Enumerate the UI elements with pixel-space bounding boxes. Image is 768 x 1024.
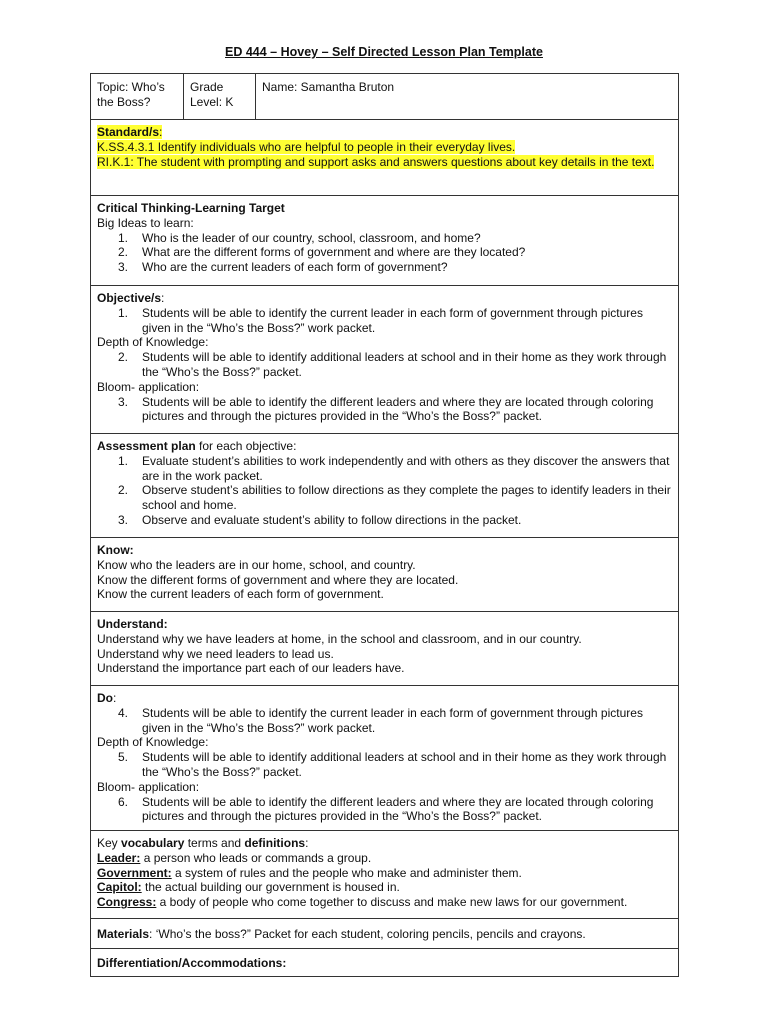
big-idea-item: 1. Who is the leader of our country, school, classroom, and home? (118, 230, 481, 245)
depth-of-knowledge-label: Depth of Knowledge: (97, 735, 209, 750)
vocab-definition: a body of people who come together to discuss and make new laws for our government. (156, 895, 628, 910)
standards-heading (97, 125, 672, 140)
assessment-section (91, 433, 678, 537)
know-line: Know the current leaders of each form of government. (97, 587, 384, 602)
vocab-term: Leader: (97, 850, 141, 865)
name-cell: Name: Samantha Bruton (262, 80, 395, 94)
depth-of-knowledge-label: Depth of Knowledge: (97, 335, 209, 350)
vocab-term: Congress: (97, 895, 157, 910)
vocab-term: Government: (97, 865, 172, 880)
understand-line: Understand why we need leaders to lead us. (97, 646, 334, 661)
materials-heading: Materials (97, 927, 150, 941)
do-item: 5. Students will be able to identify additional leaders at school and in their home as they work through the “Who’s the Boss?” packet. (118, 750, 667, 779)
critical-thinking-section (91, 195, 678, 285)
assessment-item: 3. Observe and evaluate student’s ability to follow directions in the packet. (118, 512, 522, 527)
topic-cell: Topic: Who’s the Boss? (91, 74, 184, 119)
vocab-definition: a system of rules and the people who make and administer them. (171, 865, 522, 880)
differentiation-section (91, 948, 678, 976)
know-line: Know who the leaders are in our home, school, and country. (97, 557, 416, 572)
know-section (91, 537, 678, 611)
do-item: 6. Students will be able to identify the different leaders and where they are located through coloring pictures and through the pictures provided in the “Who’s the Boss?” packet. (118, 794, 654, 824)
big-ideas-intro: Big Ideas to learn: (97, 215, 194, 230)
grade-cell: Grade Level: K (184, 74, 256, 119)
standards-section (91, 119, 678, 195)
do-item: 4. Students will be able to identify the current leader in each form of government through pictures given in the “Who’s the Boss?” work packet. (118, 705, 643, 735)
objective-item: 2. Students will be able to identify additional leaders at school and in their home as they work through the “Who’s the Boss?” packet. (118, 350, 667, 379)
do-section (91, 685, 678, 830)
understand-section (91, 611, 678, 685)
header-row (91, 74, 678, 119)
vocab-term-row (97, 895, 672, 910)
materials-section (91, 918, 678, 948)
vocab-term-row (97, 880, 672, 895)
vocab-term-row (97, 851, 672, 866)
do-heading: Do: (97, 691, 117, 705)
critical-thinking-heading: Critical Thinking-Learning Target (97, 201, 285, 215)
bloom-label: Bloom- application: (97, 779, 200, 794)
bloom-label: Bloom- application: (97, 379, 200, 394)
objectives-section (91, 285, 678, 433)
know-line: Know the different forms of government and where they are located. (97, 572, 459, 587)
lesson-plan-table (90, 73, 679, 977)
understand-line: Understand why we have leaders at home, in the school and classroom, and in our country. (97, 631, 582, 646)
understand-line: Understand the importance part each of our leaders have. (97, 661, 405, 676)
big-idea-item: 3. Who are the current leaders of each form of government? (118, 260, 448, 275)
standards-title: Standard/s (97, 125, 160, 139)
understand-heading: Understand: (97, 617, 168, 631)
assessment-item: 2. Observe student’s abilities to follow directions as they complete the pages to identify leaders in their school and home. (118, 483, 671, 513)
materials-text: : ‘Who’s the boss?” Packet for each student, coloring pencils, pencils and crayons. (149, 927, 586, 941)
vocab-term-row (97, 866, 672, 881)
objectives-heading: Objective/s: (97, 291, 165, 305)
assessment-item: 1. Evaluate student’s abilities to work independently and with others as they discover the answers that are in the work packet. (118, 453, 670, 483)
vocabulary-section (91, 830, 678, 918)
objective-item: 3. Students will be able to identify the different leaders and where they are located through coloring pictures and through the pictures provided in the “Who’s the Boss?” packet. (118, 394, 654, 424)
standards-colon: : (159, 125, 163, 139)
page-title: ED 444 – Hovey – Self Directed Lesson Plan Template (225, 45, 543, 59)
standard-text-1: K.SS.4.3.1 Identify individuals who are helpful to people in their everyday lives. (97, 139, 516, 154)
vocab-term: Capitol: (97, 880, 142, 895)
vocab-definition: a person who leads or commands a group. (140, 850, 372, 865)
standard-text-2: RI.K.1: The student with prompting and support asks and answers questions about key details in the text. (97, 154, 655, 169)
differentiation-heading: Differentiation/Accommodations: (97, 956, 287, 970)
big-idea-item: 2. What are the different forms of government and where are they located? (118, 245, 526, 260)
know-heading: Know: (97, 543, 134, 557)
assessment-heading: Assessment plan for each objective: (97, 439, 297, 453)
vocabulary-heading: Key vocabulary terms and definitions: (97, 836, 309, 850)
vocab-definition: the actual building our government is housed in. (141, 880, 400, 895)
objective-item: 1. Students will be able to identify the current leader in each form of government through pictures given in the “Who’s the Boss?” work packet. (118, 305, 643, 335)
